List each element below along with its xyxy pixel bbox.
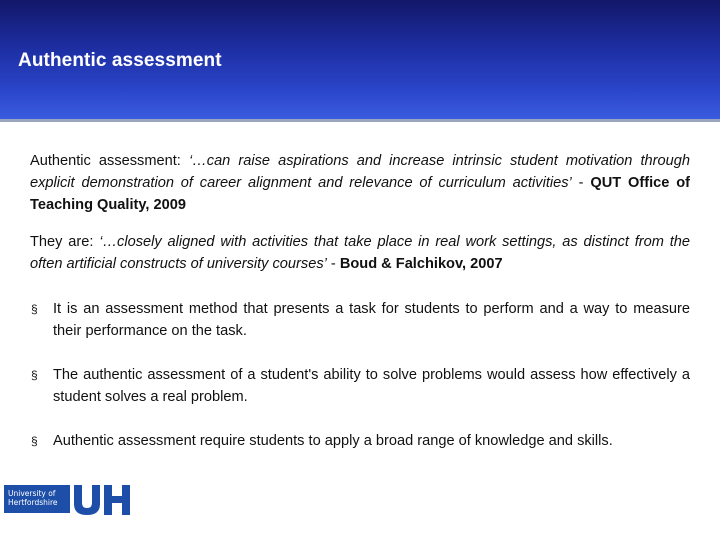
slide-title: Authentic assessment	[18, 50, 222, 71]
quote-1-source: QUT Office of Teaching Quality, 2009	[30, 175, 690, 213]
quote-2-text: ‘…closely aligned with activities that take place in real work settings, as distinct from the often artificial constructs of university courses’	[30, 234, 690, 272]
title-banner	[0, 0, 720, 122]
bullet-item	[30, 364, 690, 408]
bullet-text: It is an assessment method that presents a task for students to perform and a way to measure their performance on the task.	[53, 301, 690, 339]
quote-1-lead: Authentic assessment:	[30, 153, 189, 169]
quote-2-separator: -	[326, 256, 340, 272]
slide-body	[30, 150, 690, 452]
quote-paragraph-1	[30, 150, 690, 216]
bullet-marker-icon: §	[31, 434, 38, 448]
quote-1-text: ‘…can raise aspirations and increase intrinsic student motivation through explicit demonstration of career alignment and relevance of curriculum activities’	[30, 153, 690, 191]
bullet-item	[30, 430, 690, 452]
bullet-text: Authentic assessment require students to apply a broad range of knowledge and skills.	[53, 433, 613, 449]
logo-wordmark-text: University of Hertfordshire	[8, 489, 58, 507]
quote-1-separator: -	[571, 175, 591, 191]
bullet-list	[30, 298, 690, 452]
quote-2-source: Boud & Falchikov, 2007	[339, 256, 503, 272]
bullet-item	[30, 298, 690, 342]
bullet-marker-icon: §	[31, 302, 38, 316]
bullet-marker-icon: §	[31, 368, 38, 382]
uh-logo-mark-icon	[70, 481, 132, 517]
quote-2-lead: They are:	[30, 234, 100, 250]
university-logo	[4, 478, 130, 518]
quote-paragraph-2	[30, 231, 690, 275]
bullet-text: The authentic assessment of a student's ability to solve problems would assess how effectively a student solves a real problem.	[53, 367, 690, 405]
